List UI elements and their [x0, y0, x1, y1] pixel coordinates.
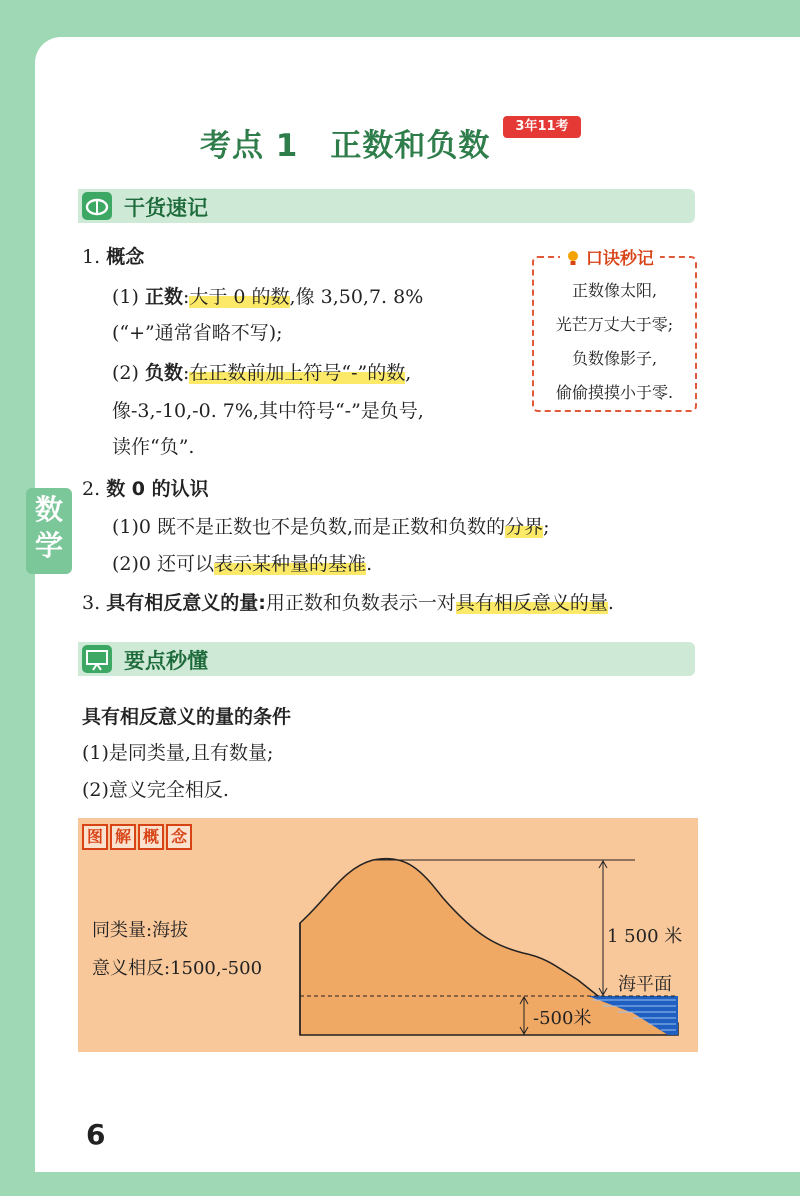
item2-line2 — [112, 551, 372, 577]
item2-heading — [82, 476, 209, 502]
mnemonic-line-4: 偷偷摸摸小于零. — [555, 383, 674, 402]
item1-positive-def — [112, 284, 423, 310]
item3-text: 用正数和负数表示一对 — [265, 592, 456, 614]
boundary-highlight: 分界 — [505, 516, 544, 538]
subject-side-tab — [26, 488, 72, 574]
sea-level-label: 海平面 — [618, 974, 672, 995]
condition-1: (1)是同类量,且有数量; — [82, 742, 274, 764]
lightbulb-icon — [566, 249, 586, 269]
item2-title: 数 0 的认识 — [106, 478, 209, 500]
item2-number: 2. — [82, 478, 101, 500]
p2-colon: : — [182, 362, 190, 384]
p1-rest: ,像 3,50,7. 8% — [289, 286, 424, 308]
item1-number: 1. — [82, 246, 101, 268]
page-number: 6 — [86, 1118, 106, 1151]
diagram-opposite: 意义相反:1500,-500 — [92, 958, 263, 979]
item3-end: . — [607, 592, 614, 614]
bar-label-notes: 干货速记 — [124, 196, 208, 220]
section-number: 考点 1 — [200, 128, 299, 164]
positive-highlight: 大于 0 的数 — [189, 286, 290, 308]
item1-negative-read: 读作“负”. — [112, 436, 195, 458]
positive-term: 正数 — [144, 286, 183, 308]
tag-char-4: 念 — [166, 824, 192, 850]
item1-title: 概念 — [106, 246, 145, 268]
condition-2: (2)意义完全相反. — [82, 779, 229, 801]
item2-line2-text: (2)0 还可以 — [112, 553, 215, 575]
item2-line1-end: ; — [543, 516, 550, 538]
item1-positive-note: (“+”通常省略不写); — [112, 322, 283, 344]
mnemonic-line-2: 光芒万丈大于零; — [555, 315, 674, 334]
height-label: 1 500 米 — [607, 926, 683, 947]
baseline-highlight: 表示某种量的基准 — [214, 553, 367, 575]
mnemonic-line-1: 正数像太阳, — [571, 281, 658, 300]
mnemonic-title-text: 口诀秒记 — [585, 249, 654, 269]
depth-label: -500米 — [533, 1008, 592, 1029]
item1-negative-def — [112, 360, 411, 386]
concept-diagram — [78, 818, 698, 1052]
p2-prefix: (2) — [112, 362, 145, 384]
item3-colon: : — [258, 592, 266, 614]
tag-char-3: 概 — [138, 824, 164, 850]
mnemonic-line-3: 负数像影子, — [571, 349, 658, 368]
item3-title: 具有相反意义的量 — [106, 592, 259, 614]
p1-colon: : — [182, 286, 190, 308]
item1-heading — [82, 244, 144, 270]
diagram-tag — [82, 824, 194, 850]
section-title — [200, 120, 490, 165]
p2-rest: , — [405, 362, 412, 384]
notes-icon — [82, 192, 112, 220]
conditions-heading: 具有相反意义的量的条件 — [82, 706, 292, 728]
section-title-text: 正数和负数 — [330, 128, 491, 164]
item3-number: 3. — [82, 592, 101, 614]
section-bar-notes — [78, 189, 695, 223]
item2-line1-text: (1)0 既不是正数也不是负数,而是正数和负数的 — [112, 516, 506, 538]
item3-line — [82, 590, 614, 616]
item2-line2-end: . — [366, 553, 373, 575]
item2-line1 — [112, 514, 550, 540]
side-tab-char-2: 学 — [34, 529, 63, 562]
negative-highlight: 在正数前加上符号“-”的数 — [189, 362, 406, 384]
p1-prefix: (1) — [112, 286, 145, 308]
presentation-icon — [82, 645, 112, 673]
opposite-quantity-highlight: 具有相反意义的量 — [455, 592, 608, 614]
tag-char-2: 解 — [110, 824, 136, 850]
frequency-badge: 3年11考 — [503, 116, 581, 138]
tag-char-1: 图 — [82, 824, 108, 850]
bar-label-keypoints: 要点秒懂 — [124, 649, 208, 673]
bottom-band — [0, 1172, 800, 1196]
diagram-same-type: 同类量:海拔 — [92, 920, 189, 941]
section-bar-keypoints — [78, 642, 695, 676]
negative-term: 负数 — [144, 362, 183, 384]
item1-negative-example: 像-3,-10,-0. 7%,其中符号“-”是负号, — [112, 400, 424, 422]
mnemonic-title — [560, 244, 660, 269]
side-tab-char-1: 数 — [34, 493, 63, 526]
